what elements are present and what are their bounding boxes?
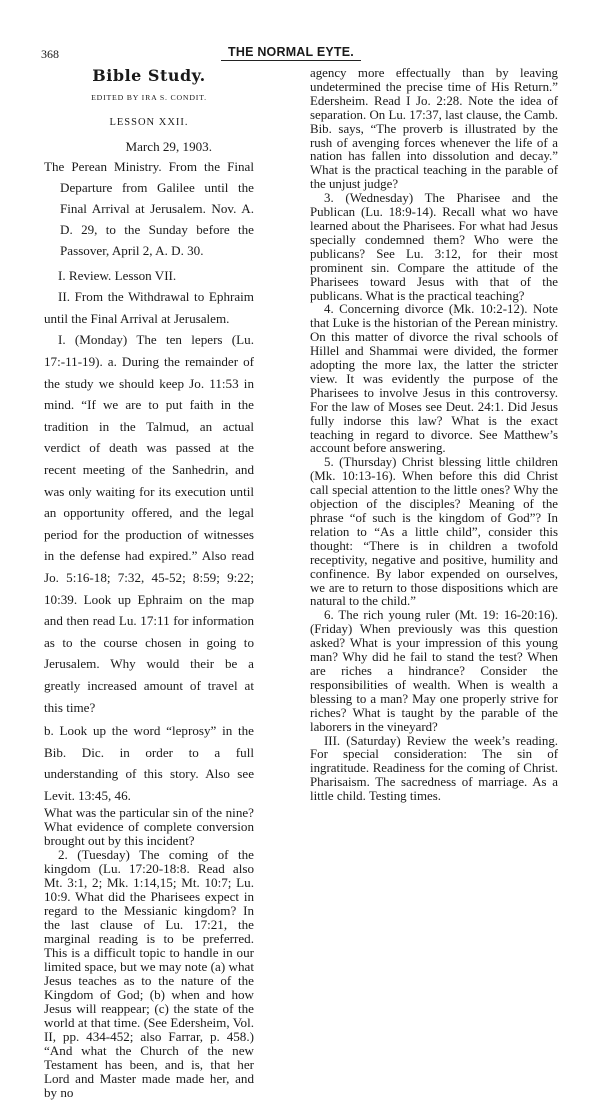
paragraph: III. (Saturday) Review the week’s reading. For special consideration: The sin of ingratitude. Readiness for the coming of Christ. Pharisaism. The sacredness of marriage. As a little child. Testing times. (310, 733, 558, 804)
paragraph: I. (Monday) The ten lepers (Lu. 17:-11-19). a. During the remainder of the study we should keep Jo. 11:53 in mind. “If we are to put faith in the tradition in the Talmud, an actual verdict of death was passed at the recent meeting of the Sanhedrin, and was only waiting for its execution until an opportunity offered, and the legal period for the production of witnesses in the defense had expired.” Also read Jo. 5:16-18; 7:32, 45-52; 8:59; 9:22; 10:39. Look up Ephraim on the map and then read Lu. 17:11 for information as to the course chosen in going to Jerusalem. Why would their be a greatly increased amount of travel at this time? (44, 332, 254, 715)
page-number: 368 (41, 47, 59, 61)
section-title: Bible Study. (92, 66, 206, 85)
lesson-number: LESSON XXII. (109, 116, 189, 128)
paragraph: 3. (Wednesday) The Pharisee and the Publican (Lu. 18:9-14). Recall what wo have learned about the Pharisees. For what had Jesus specially condemned them? Who were the publicans? See Lu. 3:12, for their most prominent sin. Compare the attitude of the Pharisees toward Jesus with that of the publicans. What is the practical teaching? (310, 191, 558, 303)
paragraph: 2. (Tuesday) The coming of the kingdom (Lu. 17:20-18:8. Read also Mt. 3:1, 2; Mk. 1:14,15; Mt. 10:7; Lu. 10:9. What did the Pharisees expect in regard to the Messianic kingdom? In the last clause of Lu. 17:21, the marginal reading is to be preferred. This is a difficult topic to handle in our limited space, but we may note (a) what Jesus teaches as to the nature of the Kingdom of God; (b) when and how Jesus will reappear; (c) the state of the world at that time. (See Edersheim, Vol. II, pp. 434-452; also Farrar, p. 458.) “And what the Church of the new Testament has been, and is, that her Lord and Master made made her, and by no (44, 847, 254, 1100)
right-column (310, 67, 558, 804)
paragraph: What was the particular sin of the nine? What evidence of complete conversion brought out by this incident? (44, 805, 254, 849)
left-column (44, 64, 254, 1100)
outline-item: I. Review. Lesson VII. (58, 267, 177, 283)
editor-credit: EDITED BY IRA S. CONDIT. (91, 93, 207, 103)
running-head: THE NORMAL EYTE. (221, 45, 361, 61)
paragraph: agency more effectually than by leaving undetermined the precise time of His Return.” Edersheim. Read I Jo. 2:28. Note the idea of separation. On Lu. 17:37, last clause, the Camb. Bib. says, “The proverb is illustrated by the rush of avenging forces whenever the life of a nation has fallen into dissolution and decay.” What is the practical teaching in the parable of the unjust judge? (310, 66, 558, 192)
lesson-intro: The Perean Ministry. From the Final Departure from Galilee until the Final Arrival at Jerusalem. Nov. A. D. 29, to the Sunday before the Passover, April 2, A. D. 30. (44, 158, 254, 258)
outline-item: II. From the Withdrawal to Ephraim until the Final Arrival at Jerusalem. (44, 289, 254, 326)
lesson-date: March 29, 1903. (125, 139, 212, 155)
paragraph: 6. The rich young ruler (Mt. 19: 16-20:16). (Friday) When previously was this question asked? What is your impression of this young man? Why did he fail to stand the test? When are riches a hindrance? Consider the responsibilities of wealth. When is wealth a blessing to a man? May one properly strive for riches? What is taught by the parable of the laborers in the vineyard? (310, 608, 558, 734)
paragraph: b. Look up the word “leprosy” in the Bib. Dic. in order to a full understanding of this story. Also see Levit. 13:45, 46. (44, 723, 254, 803)
paragraph: 5. (Thursday) Christ blessing little children (Mk. 10:13-16). When before this did Christ call special attention to the little ones? Why the objection of the disciples? Meaning of the phrase “of such is the kingdom of God”? In relation to “As a little child”, consider this thought: “There is in children a twofold receptivity, negative and positive, humility and confinence. By labor expended on ourselves, we are to return to those dispositions which are natural to the child.” (310, 455, 558, 609)
paragraph: 4. Concerning divorce (Mk. 10:2-12). Note that Luke is the historian of the Perean ministry. On this matter of divorce the rival schools of Hillel and Shammai were divided, the former adopting the more lax, the latter the stricter view. It was evidently the purpose of the Pharisees to involve Jesus in this controversy. For the law of Moses see Deut. 24:1. Did Jesus fully indorse this law? What is the exact teaching in regard to divorce. See Matthew’s account before answering. (310, 302, 558, 456)
